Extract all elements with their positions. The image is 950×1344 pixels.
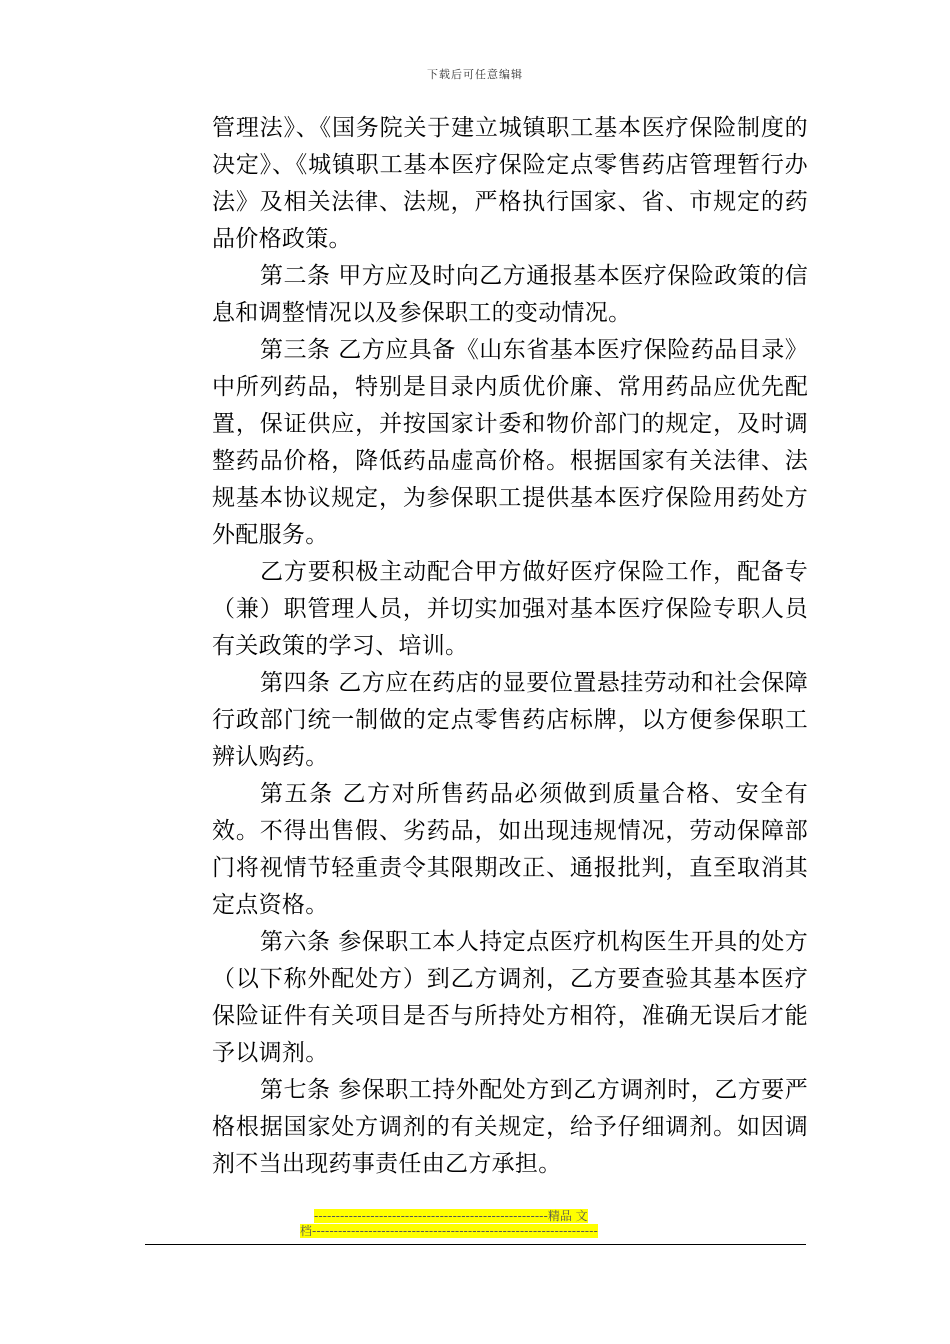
page-header: 下载后可任意编辑 bbox=[427, 68, 523, 81]
paragraph-article-7: 第七条 参保职工持外配处方到乙方调剂时，乙方要严格根据国家处方调剂的有关规定，给予仔细调剂。如因调剂不当出现药事责任由乙方承担。 bbox=[212, 1077, 808, 1177]
paragraph-article-5: 第五条 乙方对所售药品必须做到质量合格、安全有效。不得出售假、劣药品，如出现违规情况，劳动保障部门将视情节轻重责令其限期改正、通报批判，直至取消其定点资格。 bbox=[212, 781, 808, 918]
paragraph-article-4: 第四条 乙方应在药店的显要位置悬挂劳动和社会保障行政部门统一制做的定点零售药店标牌，以方便参保职工辨认购药。 bbox=[212, 670, 808, 770]
paragraph-article-3: 第三条 乙方应具备《山东省基本医疗保险药品目录》中所列药品，特别是目录内质优价廉、常用药品应优先配置，保证供应，并按国家计委和物价部门的规定，及时调整药品价格，降低药品虚高价格。根据国家有关法律、法规基本协议规定，为参保职工提供基本医疗保险用药处方外配服务。 bbox=[212, 337, 808, 548]
paragraph-article-2: 第二条 甲方应及时向乙方通报基本医疗保险政策的信息和调整情况以及参保职工的变动情况。 bbox=[212, 263, 808, 326]
footer-divider bbox=[145, 1244, 806, 1245]
paragraph-article-6: 第六条 参保职工本人持定点医疗机构医生开具的处方（以下称外配处方）到乙方调剂，乙方要查验其基本医疗保险证件有关项目是否与所持处方相符，准确无误后才能予以调剂。 bbox=[212, 929, 808, 1066]
document-body bbox=[212, 110, 808, 1183]
footer-line-2: 档------------------------------------------------------------------ bbox=[300, 1224, 598, 1238]
paragraph-intro: 管理法》、《国务院关于建立城镇职工基本医疗保险制度的决定》、《城镇职工基本医疗保险定点零售药店管理暂行办法》及相关法律、法规，严格执行国家、省、市规定的药品价格政策。 bbox=[212, 115, 808, 252]
footer-line-1: ------------------------------------------------------精品 文 bbox=[314, 1209, 588, 1223]
paragraph-article-3-cont: 乙方要积极主动配合甲方做好医疗保险工作，配备专（兼）职管理人员，并切实加强对基本医疗保险专职人员有关政策的学习、培训。 bbox=[212, 559, 808, 659]
footer-banner bbox=[300, 1209, 652, 1239]
